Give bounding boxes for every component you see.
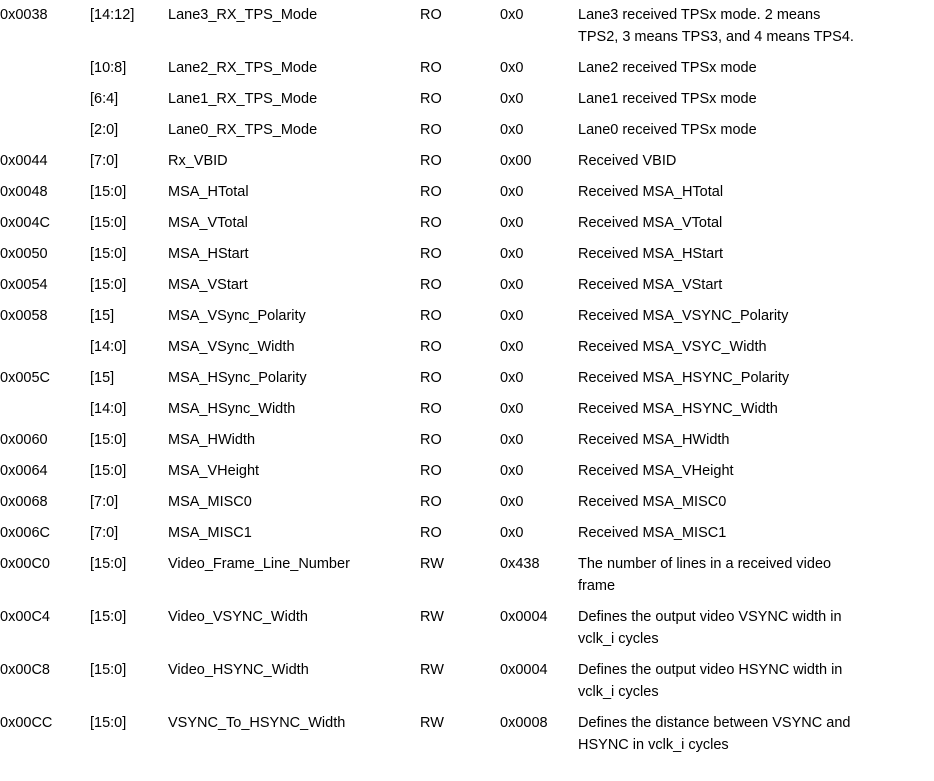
register-access-cell: RO: [420, 60, 442, 76]
register-bits-cell: [15:0]: [90, 463, 127, 479]
register-default-cell: 0x0: [500, 339, 524, 355]
register-access-cell: RO: [420, 122, 442, 138]
register-description-cell: [578, 84, 934, 115]
register-address-cell: 0x0038: [0, 7, 48, 23]
register-description-line: HSYNC in vclk_i cycles: [578, 737, 729, 753]
register-address-cell: 0x0068: [0, 494, 48, 510]
register-bits-cell: [15:0]: [90, 715, 127, 731]
register-default-cell: 0x0: [500, 401, 524, 417]
register-access-cell: RO: [420, 7, 442, 23]
table-row: [0, 602, 934, 655]
register-bits-cell: [15:0]: [90, 609, 127, 625]
register-access-cell: RO: [420, 184, 442, 200]
table-row: [0, 394, 934, 425]
register-description-cell: [578, 456, 934, 487]
register-description-line: Received MSA_VStart: [578, 277, 723, 293]
register-default-cell: 0x0: [500, 7, 524, 23]
register-name-cell: Rx_VBID: [168, 153, 228, 169]
register-description-line: Received MSA_HStart: [578, 246, 724, 262]
register-name-cell: Video_HSYNC_Width: [168, 662, 309, 678]
register-address-cell: 0x00C4: [0, 609, 50, 625]
register-address-cell: [0, 394, 90, 425]
register-description-cell: [578, 177, 934, 208]
table-row: [0, 363, 934, 394]
register-name-cell: MSA_VTotal: [168, 215, 248, 231]
table-row: [0, 84, 934, 115]
register-name-cell: MSA_VSync_Polarity: [168, 308, 306, 324]
register-access-cell: RO: [420, 370, 442, 386]
register-bits-cell: [15:0]: [90, 277, 127, 293]
register-access-cell: RO: [420, 432, 442, 448]
register-access-cell: RO: [420, 215, 442, 231]
register-bits-cell: [7:0]: [90, 525, 119, 541]
register-default-cell: 0x0: [500, 60, 524, 76]
register-description-line: Received MSA_MISC1: [578, 525, 727, 541]
register-description-cell: [578, 518, 934, 549]
register-description-line: Lane2 received TPSx mode: [578, 60, 757, 76]
register-bits-cell: [15:0]: [90, 215, 127, 231]
register-address-cell: 0x00C0: [0, 556, 50, 572]
register-name-cell: MSA_VStart: [168, 277, 248, 293]
register-name-cell: MSA_HStart: [168, 246, 249, 262]
register-bits-cell: [15:0]: [90, 246, 127, 262]
register-address-cell: [0, 84, 90, 115]
register-default-cell: 0x00: [500, 153, 532, 169]
register-default-cell: 0x0: [500, 432, 524, 448]
table-row: [0, 425, 934, 456]
register-bits-cell: [15:0]: [90, 662, 127, 678]
register-name-cell: MSA_VHeight: [168, 463, 260, 479]
table-row: [0, 456, 934, 487]
table-row: [0, 301, 934, 332]
register-description-cell: [578, 53, 934, 84]
register-bits-cell: [6:4]: [90, 91, 119, 107]
register-default-cell: 0x0: [500, 91, 524, 107]
register-bits-cell: [2:0]: [90, 122, 119, 138]
register-bits-cell: [7:0]: [90, 153, 119, 169]
register-description-line: Received MSA_VSYNC_Polarity: [578, 308, 789, 324]
register-description-cell: [578, 487, 934, 518]
table-row: [0, 115, 934, 146]
table-row: [0, 518, 934, 549]
register-description-line: TPS2, 3 means TPS3, and 4 means TPS4.: [578, 29, 854, 45]
register-name-cell: Video_Frame_Line_Number: [168, 556, 350, 572]
register-description-cell: [578, 0, 934, 53]
register-description-cell: [578, 301, 934, 332]
register-access-cell: RO: [420, 246, 442, 262]
register-description-cell: [578, 270, 934, 301]
register-description-line: Received MSA_VTotal: [578, 215, 723, 231]
register-address-cell: 0x0054: [0, 277, 48, 293]
register-default-cell: 0x0004: [500, 609, 548, 625]
register-address-cell: 0x005C: [0, 370, 50, 386]
register-bits-cell: [14:0]: [90, 339, 127, 355]
table-row: [0, 270, 934, 301]
register-description-cell: [578, 425, 934, 456]
register-name-cell: MSA_MISC0: [168, 494, 252, 510]
register-access-cell: RO: [420, 339, 442, 355]
register-access-cell: RO: [420, 401, 442, 417]
register-description-cell: [578, 602, 934, 655]
register-access-cell: RO: [420, 91, 442, 107]
register-access-cell: RO: [420, 463, 442, 479]
register-description-line: vclk_i cycles: [578, 684, 659, 700]
register-description-line: Received MSA_HTotal: [578, 184, 724, 200]
register-description-line: frame: [578, 578, 616, 594]
register-description-cell: [578, 394, 934, 425]
register-name-cell: MSA_VSync_Width: [168, 339, 295, 355]
register-default-cell: 0x0: [500, 463, 524, 479]
register-access-cell: RW: [420, 715, 444, 731]
register-description-cell: [578, 332, 934, 363]
register-description-cell: [578, 115, 934, 146]
register-name-cell: Lane3_RX_TPS_Mode: [168, 7, 318, 23]
table-row: [0, 0, 934, 53]
register-name-cell: MSA_HSync_Width: [168, 401, 296, 417]
register-description-cell: [578, 208, 934, 239]
register-name-cell: Lane2_RX_TPS_Mode: [168, 60, 318, 76]
register-access-cell: RO: [420, 308, 442, 324]
register-name-cell: MSA_HSync_Polarity: [168, 370, 307, 386]
register-name-cell: MSA_HTotal: [168, 184, 249, 200]
register-default-cell: 0x0: [500, 525, 524, 541]
register-default-cell: 0x0008: [500, 715, 548, 731]
register-default-cell: 0x0: [500, 277, 524, 293]
register-bits-cell: [10:8]: [90, 60, 127, 76]
register-name-cell: MSA_HWidth: [168, 432, 256, 448]
register-name-cell: VSYNC_To_HSYNC_Width: [168, 715, 346, 731]
table-row: [0, 487, 934, 518]
table-row: [0, 655, 934, 708]
register-description-line: Defines the output video VSYNC width in: [578, 609, 842, 625]
register-description-line: vclk_i cycles: [578, 631, 659, 647]
register-default-cell: 0x0: [500, 122, 524, 138]
register-default-cell: 0x0004: [500, 662, 548, 678]
register-default-cell: 0x0: [500, 308, 524, 324]
register-description-line: Received MSA_MISC0: [578, 494, 727, 510]
register-address-cell: 0x00CC: [0, 715, 53, 731]
register-description-line: Received MSA_HSYNC_Width: [578, 401, 778, 417]
register-bits-cell: [7:0]: [90, 494, 119, 510]
register-description-cell: [578, 655, 934, 708]
register-default-cell: 0x0: [500, 370, 524, 386]
register-bits-cell: [15:0]: [90, 556, 127, 572]
register-default-cell: 0x0: [500, 184, 524, 200]
register-description-cell: [578, 549, 934, 602]
register-name-cell: Video_VSYNC_Width: [168, 609, 308, 625]
register-address-cell: [0, 53, 90, 84]
register-access-cell: RO: [420, 153, 442, 169]
register-description-cell: [578, 363, 934, 394]
register-name-cell: Lane1_RX_TPS_Mode: [168, 91, 318, 107]
table-row: [0, 549, 934, 602]
register-default-cell: 0x0: [500, 494, 524, 510]
register-description-cell: [578, 239, 934, 270]
register-description-line: Received MSA_HSYNC_Polarity: [578, 370, 790, 386]
register-access-cell: RW: [420, 556, 444, 572]
register-bits-cell: [15:0]: [90, 184, 127, 200]
register-bits-cell: [14:0]: [90, 401, 127, 417]
register-address-cell: 0x006C: [0, 525, 50, 541]
register-access-cell: RO: [420, 277, 442, 293]
register-bits-cell: [15:0]: [90, 432, 127, 448]
register-address-cell: 0x0050: [0, 246, 48, 262]
register-address-cell: 0x0060: [0, 432, 48, 448]
register-address-cell: 0x0044: [0, 153, 48, 169]
table-row: [0, 53, 934, 84]
register-description-line: The number of lines in a received video: [578, 556, 832, 572]
register-description-line: Lane0 received TPSx mode: [578, 122, 757, 138]
register-name-cell: MSA_MISC1: [168, 525, 252, 541]
table-row: [0, 332, 934, 363]
register-description-line: Received MSA_VHeight: [578, 463, 734, 479]
table-row: [0, 708, 934, 761]
register-bits-cell: [15]: [90, 370, 115, 386]
register-description-line: Received VBID: [578, 153, 677, 169]
register-access-cell: RO: [420, 525, 442, 541]
register-description-line: Defines the output video HSYNC width in: [578, 662, 843, 678]
register-address-cell: [0, 332, 90, 363]
register-description-line: Received MSA_VSYC_Width: [578, 339, 767, 355]
register-address-cell: 0x004C: [0, 215, 50, 231]
register-default-cell: 0x438: [500, 556, 540, 572]
table-row: [0, 146, 934, 177]
register-description-cell: [578, 708, 934, 761]
table-row: [0, 208, 934, 239]
register-address-cell: [0, 115, 90, 146]
register-description-line: Lane3 received TPSx mode. 2 means: [578, 7, 821, 23]
register-address-cell: 0x0058: [0, 308, 48, 324]
register-default-cell: 0x0: [500, 215, 524, 231]
register-address-cell: 0x0064: [0, 463, 48, 479]
register-description-line: Defines the distance between VSYNC and: [578, 715, 851, 731]
register-access-cell: RW: [420, 662, 444, 678]
register-description-line: Received MSA_HWidth: [578, 432, 730, 448]
register-bits-cell: [14:12]: [90, 7, 135, 23]
register-address-cell: 0x0048: [0, 184, 48, 200]
register-access-cell: RO: [420, 494, 442, 510]
register-bits-cell: [15]: [90, 308, 115, 324]
register-access-cell: RW: [420, 609, 444, 625]
register-address-cell: 0x00C8: [0, 662, 50, 678]
table-row: [0, 239, 934, 270]
register-description-line: Lane1 received TPSx mode: [578, 91, 757, 107]
register-description-cell: [578, 146, 934, 177]
register-default-cell: 0x0: [500, 246, 524, 262]
table-row: [0, 177, 934, 208]
register-name-cell: Lane0_RX_TPS_Mode: [168, 122, 318, 138]
